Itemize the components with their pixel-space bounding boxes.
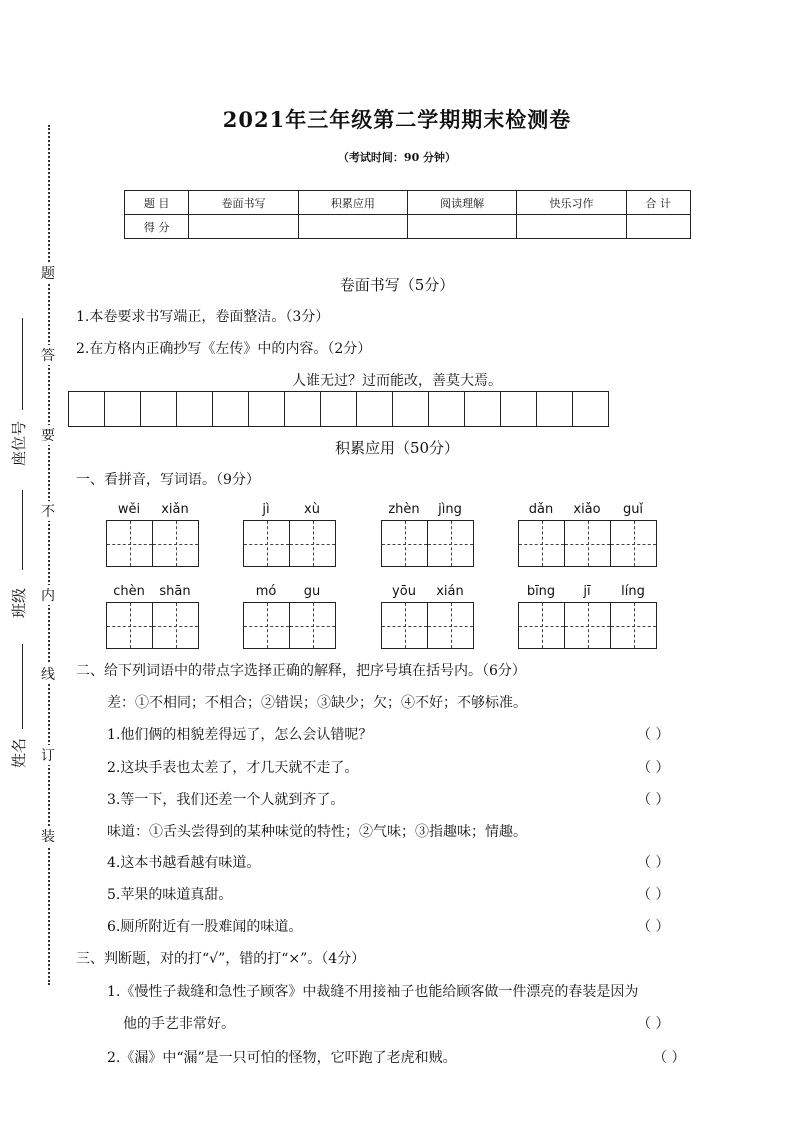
pinyin-label: chèn <box>113 584 145 599</box>
q2-item: 1.他们俩的相貌差得远了，怎么会认错呢？ <box>107 727 373 743</box>
writing-box[interactable] <box>290 521 335 566</box>
pinyin-label: jìng <box>438 502 462 517</box>
writing-box[interactable] <box>519 603 565 648</box>
score-cell[interactable] <box>626 215 690 239</box>
q3-item-1-line-2: 他的手艺非常好。 <box>123 1016 235 1032</box>
copy-quote: 人谁无过？过而能改，善莫大焉。 <box>292 373 502 389</box>
writing-box[interactable] <box>244 521 290 566</box>
answer-parentheses[interactable]: （ ） <box>637 887 670 903</box>
answer-parentheses[interactable]: （ ） <box>637 760 670 776</box>
class-label: 班级 <box>10 587 28 618</box>
copy-grid-cell[interactable] <box>321 392 357 426</box>
class-line <box>22 490 23 570</box>
name-label: 姓名 <box>10 737 28 768</box>
answer-parentheses[interactable]: （ ） <box>637 919 670 935</box>
copy-grid-cell[interactable] <box>357 392 393 426</box>
pinyin-label: dǎn <box>528 502 554 517</box>
margin-char-7: 订 <box>38 745 58 765</box>
pinyin-group <box>243 502 336 567</box>
pinyin-label: bīng <box>526 584 556 599</box>
pinyin-label: jī <box>583 584 591 599</box>
answer-parentheses[interactable]: （ ） <box>637 792 670 808</box>
writing-box[interactable] <box>290 603 335 648</box>
pinyin-group <box>381 584 474 649</box>
pinyin-label: wěi <box>117 502 141 517</box>
writing-box[interactable] <box>107 521 153 566</box>
score-cell[interactable] <box>407 215 516 239</box>
pinyin-group <box>243 584 336 649</box>
score-table <box>124 190 691 239</box>
pinyin-group <box>381 502 474 567</box>
pinyin-label: mó <box>255 584 277 599</box>
pinyin-group <box>106 502 199 567</box>
copy-grid-cell[interactable] <box>465 392 501 426</box>
score-header-cell: 阅读理解 <box>407 191 516 215</box>
answer-parentheses[interactable]: （ ） <box>637 727 670 743</box>
handwriting-item-2: 2.在方格内正确抄写《左传》中的内容。（2分） <box>76 341 372 357</box>
margin-char-2: 答 <box>38 345 58 365</box>
score-cell[interactable] <box>189 215 298 239</box>
writing-box[interactable] <box>153 603 198 648</box>
score-header-cell: 积累应用 <box>298 191 407 215</box>
copy-grid-cell[interactable] <box>213 392 249 426</box>
copy-grid-cell[interactable] <box>69 392 105 426</box>
pinyin-label: gu <box>303 584 321 599</box>
q1-title: 一、看拼音，写词语。（9分） <box>76 472 260 488</box>
writing-box[interactable] <box>244 603 290 648</box>
q2-item: 2.这块手表也太差了，才几天就不走了。 <box>107 760 359 776</box>
copy-grid-cell[interactable] <box>177 392 213 426</box>
score-header-cell: 题 目 <box>125 191 189 215</box>
q2-item: 5.苹果的味道真甜。 <box>107 887 233 903</box>
score-table-header-row <box>125 191 691 215</box>
score-header-cell: 快乐习作 <box>517 191 626 215</box>
writing-box[interactable] <box>382 603 428 648</box>
pinyin-label: líng <box>621 584 645 599</box>
score-header-cell: 合 计 <box>626 191 690 215</box>
margin-char-6: 线 <box>38 664 58 684</box>
q2-definition-1: 差：①不相同；不相合；②错误；③缺少；欠；④不好；不够标准。 <box>107 695 527 711</box>
q3-item-1-line-1: 1.《慢性子裁缝和急性子顾客》中裁缝不用接袖子也能给顾客做一件漂亮的春装是因为 <box>107 984 639 1000</box>
q3-item-2: 2.《漏》中“漏”是一只可怕的怪物，它吓跑了老虎和贼。 <box>107 1050 457 1066</box>
q2-item: 4.这本书越看越有味道。 <box>107 855 261 871</box>
score-cell[interactable] <box>298 215 407 239</box>
section-title-handwriting: 卷面书写（5分） <box>339 276 455 294</box>
copy-grid[interactable] <box>68 391 609 427</box>
exam-time: （考试时间：90 分钟） <box>337 151 457 164</box>
pinyin-label: xián <box>436 584 464 599</box>
copy-grid-cell[interactable] <box>537 392 573 426</box>
copy-grid-cell[interactable] <box>573 392 608 426</box>
writing-box[interactable] <box>153 521 198 566</box>
copy-grid-cell[interactable] <box>393 392 429 426</box>
writing-box[interactable] <box>428 521 473 566</box>
copy-grid-cell[interactable] <box>285 392 321 426</box>
pinyin-group <box>518 502 657 567</box>
answer-parentheses[interactable]: （ ） <box>637 1016 670 1032</box>
writing-box[interactable] <box>107 603 153 648</box>
name-line <box>22 644 23 729</box>
writing-box[interactable] <box>565 521 611 566</box>
pinyin-label: yōu <box>392 584 416 599</box>
writing-box[interactable] <box>565 603 611 648</box>
q2-definition-2: 味道：①舌头尝得到的某种味觉的特性；②气味；③指趣味；情趣。 <box>107 824 527 840</box>
copy-grid-cell[interactable] <box>501 392 537 426</box>
pinyin-label: xù <box>304 502 320 517</box>
pinyin-label: guǐ <box>622 502 644 517</box>
margin-char-4: 不 <box>38 501 58 521</box>
answer-parentheses[interactable]: （ ） <box>637 855 670 871</box>
margin-char-5: 内 <box>38 585 58 605</box>
pinyin-group <box>518 584 657 649</box>
q2-item: 6.厕所附近有一股难闻的味道。 <box>107 919 303 935</box>
margin-char-8: 装 <box>38 826 58 846</box>
pinyin-label: xiǎo <box>573 502 601 517</box>
margin-char-1: 题 <box>38 263 58 283</box>
score-row-label: 得 分 <box>125 215 189 239</box>
binding-dotted-line <box>48 125 50 985</box>
margin-char-3: 要 <box>38 425 58 445</box>
pinyin-group <box>106 584 199 649</box>
q2-title: 二、给下列词语中的带点字选择正确的解释，把序号填在括号内。（6分） <box>76 663 526 679</box>
score-cell[interactable] <box>517 215 626 239</box>
pinyin-label: shān <box>159 584 191 599</box>
seat-number-line <box>22 318 23 410</box>
writing-box[interactable] <box>611 603 656 648</box>
answer-parentheses[interactable]: （ ） <box>653 1050 686 1066</box>
q3-title: 三、判断题，对的打“√”，错的打“×”。（4分） <box>76 951 366 967</box>
writing-box[interactable] <box>428 603 473 648</box>
score-header-cell: 卷面书写 <box>189 191 298 215</box>
copy-grid-cell[interactable] <box>429 392 465 426</box>
copy-grid-cell[interactable] <box>249 392 285 426</box>
handwriting-item-1: 1.本卷要求书写端正，卷面整洁。（3分） <box>76 309 330 325</box>
writing-box[interactable] <box>519 521 565 566</box>
score-table-score-row <box>125 215 691 239</box>
writing-box[interactable] <box>382 521 428 566</box>
copy-grid-cell[interactable] <box>105 392 141 426</box>
seat-number-label: 座位号 <box>10 420 28 466</box>
copy-grid-cell[interactable] <box>141 392 177 426</box>
pinyin-label: zhèn <box>388 502 420 517</box>
q2-item: 3.等一下，我们还差一个人就到齐了。 <box>107 792 345 808</box>
pinyin-label: xiǎn <box>161 502 189 517</box>
pinyin-label: jì <box>262 502 270 517</box>
page-title: 2021年三年级第二学期期末检测卷 <box>222 107 572 132</box>
writing-box[interactable] <box>611 521 656 566</box>
section-title-accumulation: 积累应用（50分） <box>334 439 460 457</box>
